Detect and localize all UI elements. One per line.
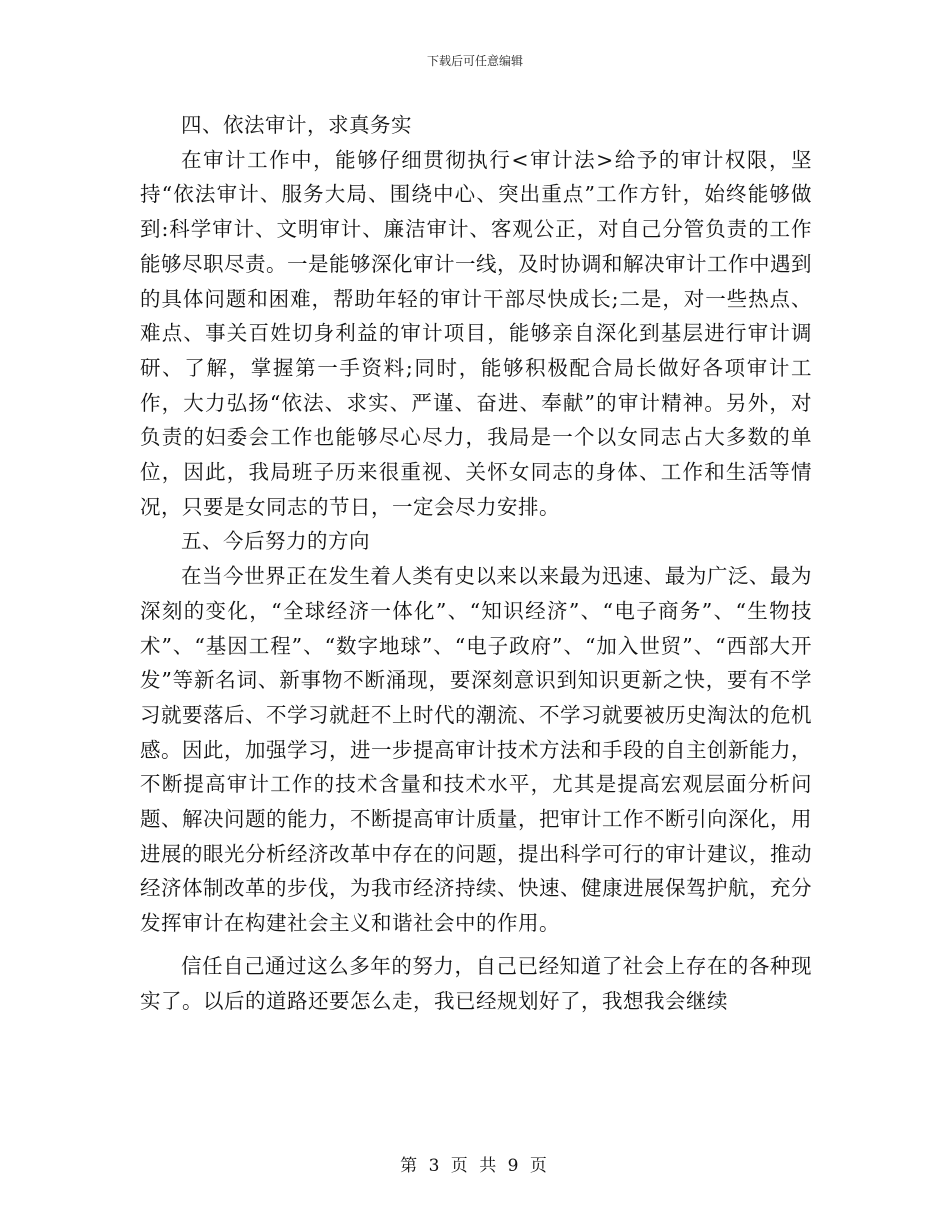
page-header: 下载后可任意编辑 [426, 54, 523, 68]
paragraph-audit-work: 在审计工作中，能够仔细贯彻执行<审计法>给予的审计权限，坚持“依法审计、服务大局、围绕中心、突出重点”工作方针，始终能够做到:科学审计、文明审计、廉洁审计、客观公正，对自己分管负责的工作能够尽职尽责。一是能够深化审计一线，及时协调和解决审计工作中遇到的具体问题和困难，帮助年轻的审计干部尽快成长;二是，对一些热点、难点、事关百姓切身利益的审计项目，能够亲自深化到基层进行审计调研、了解，掌握第一手资料;同时，能够积极配合局长做好各项审计工作，大力弘扬“依法、求实、严谨、奋进、奉献”的审计精神。另外，对负责的妇委会工作也能够尽心尽力，我局是一个以女同志占大多数的单位，因此，我局班子历来很重视、关怀女同志的身体、工作和生活等情况，只要是女同志的节日，一定会尽力安排。 [140, 147, 812, 519]
page-number-footer: 第 3 页 共 9 页 [400, 1156, 550, 1176]
paragraph-future-direction: 在当今世界正在发生着人类有史以来以来最为迅速、最为广泛、最为深刻的变化，“全球经济一体化”、“知识经济”、“电子商务”、“生物技术”、“基因工程”、“数字地球”、“电子政府”、“加入世贸”、“西部大开发”等新名词、新事物不断涌现，要深刻意识到知识更新之快，要有不学习就要落后、不学习就赶不上时代的潮流、不学习就要被历史淘汰的危机感。因此，加强学习，进一步提高审计技术方法和手段的自主创新能力，不断提高审计工作的技术含量和技术水平，尤其是提高宏观层面分析问题、解决问题的能力，不断提高审计质量，把审计工作不断引向深化，用进展的眼光分析经济改革中存在的问题，提出科学可行的审计建议，推动经济体制改革的步伐，为我市经济持续、快速、健康进展保驾护航，充分发挥审计在构建社会主义和谐社会中的作用。 [140, 564, 812, 936]
paragraph-gap [140, 941, 812, 949]
section-heading-future-direction: 五、今后努力的方向 [181, 529, 370, 554]
document-body [140, 108, 812, 1018]
section-heading-audit-by-law: 四、依法审计，求真务实 [181, 113, 412, 137]
paragraph-closing: 信任自己通过这么多年的努力，自己已经知道了社会上存在的各种现实了。以后的道路还要怎么走，我已经规划好了，我想我会继续 [140, 953, 812, 1013]
